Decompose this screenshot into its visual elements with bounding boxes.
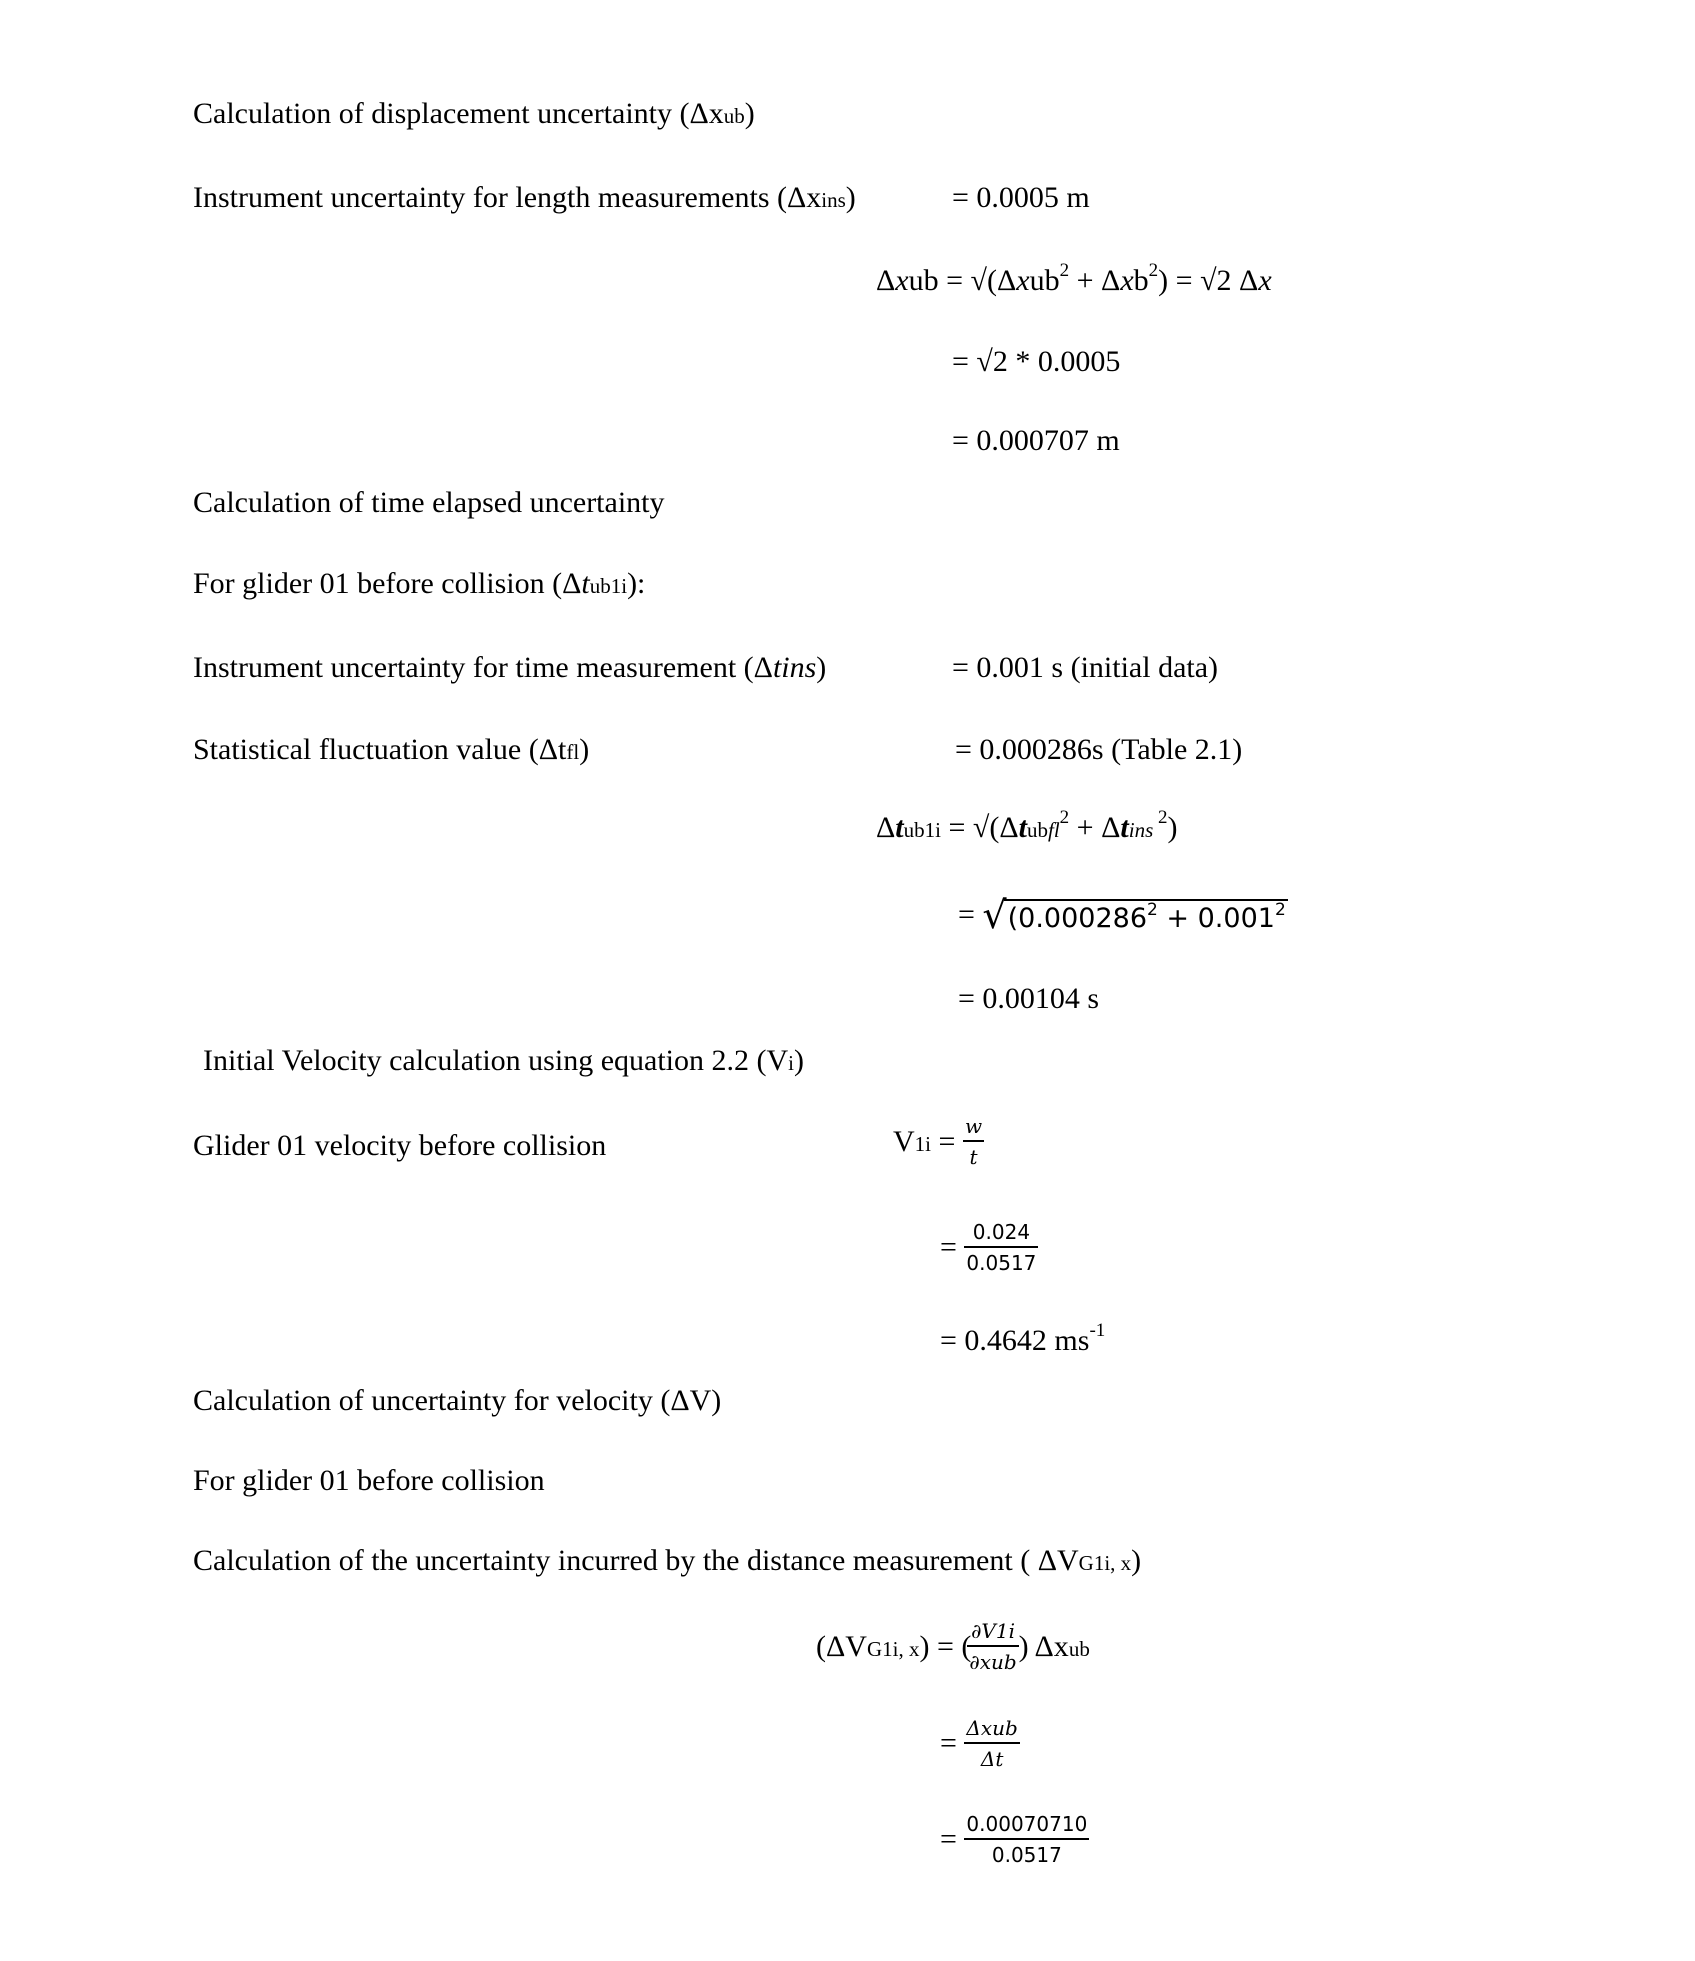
velocity-equation-1: V1i = $\frac{w}{t}$ [893, 1114, 983, 1169]
statistical-fluctuation-label: Statistical fluctuation value (Δtfl) [193, 733, 590, 766]
uncertainty-symbolic-fraction: $\frac{\text{Δxub}}{\Delta t}$ [966, 1716, 1018, 1771]
statistical-fluctuation-value: = 0.000286s (Table 2.1) [955, 733, 1243, 766]
displacement-heading: Calculation of displacement uncertainty (Δxub) [193, 97, 755, 130]
glider-velocity-label: Glider 01 velocity before collision [193, 1129, 607, 1162]
velocity-equation-3: = 0.4642 $ms^{-1}$ [940, 1320, 1106, 1357]
time-instrument-uncertainty-value: = 0.001 s (initial data) [952, 651, 1219, 684]
uncertainty-equation-1: (ΔVG1i, x) = ( $\frac{\partial V1i}{\text{∂xub}}$ ) Δxub [816, 1619, 1090, 1674]
square-root-radicand: ($0.000286^2 + 0.001^2$ [1004, 899, 1288, 932]
time-equation-1: Δtub1i = √(Δtubfl$^2$ + Δtins $^2$) [876, 807, 1178, 844]
partial-derivative-fraction: $\frac{\partial V1i}{\text{∂xub}}$ [969, 1619, 1017, 1674]
displacement-equation-2: = √2 * 0.0005 [952, 345, 1121, 378]
glider-time-heading: For glider 01 before collision (Δtub1i): [193, 567, 646, 600]
time-equation-3: = 0.00104 s [958, 982, 1100, 1015]
velocity-uncertainty-heading: Calculation of uncertainty for velocity (ΔV) [193, 1384, 722, 1417]
time-heading: Calculation of time elapsed uncertainty [193, 486, 665, 519]
uncertainty-equation-2: = $\frac{\text{Δxub}}{\Delta t}$ [940, 1716, 1018, 1771]
displacement-equation-1: Δxub = √(Δxub$^2$ + Δxb$^2$) = √2 Δx [876, 260, 1272, 297]
square-root-icon: √ [982, 893, 1007, 937]
initial-velocity-heading: Initial Velocity calculation using equation 2.2 (Vi) [203, 1044, 804, 1077]
displacement-equation-3: = 0.000707 m [952, 424, 1120, 457]
distance-uncertainty-heading: Calculation of the uncertainty incurred by the distance measurement ( ΔVG1i, x) [193, 1544, 1142, 1577]
velocity-equation-2: = $\frac{0.024}{0.0517}$ [940, 1220, 1037, 1275]
glider-uncertainty-heading: For glider 01 before collision [193, 1464, 545, 1497]
uncertainty-equation-3: = $\frac{0.00070710}{0.0517}$ [940, 1812, 1088, 1867]
velocity-numeric-fraction: $\frac{0.024}{0.0517}$ [966, 1220, 1037, 1275]
length-instrument-uncertainty-label: Instrument uncertainty for length measurements (Δxins) [193, 181, 856, 214]
time-instrument-uncertainty-label: Instrument uncertainty for time measurement (Δtins) [193, 651, 827, 684]
time-equation-2: = $√(0.000286^2 + 0.001^2$ [958, 893, 1286, 937]
uncertainty-numeric-fraction: $\frac{0.00070710}{0.0517}$ [966, 1812, 1088, 1867]
velocity-fraction: $\frac{w}{t}$ [964, 1114, 983, 1169]
length-instrument-uncertainty-value: = 0.0005 m [952, 181, 1090, 214]
